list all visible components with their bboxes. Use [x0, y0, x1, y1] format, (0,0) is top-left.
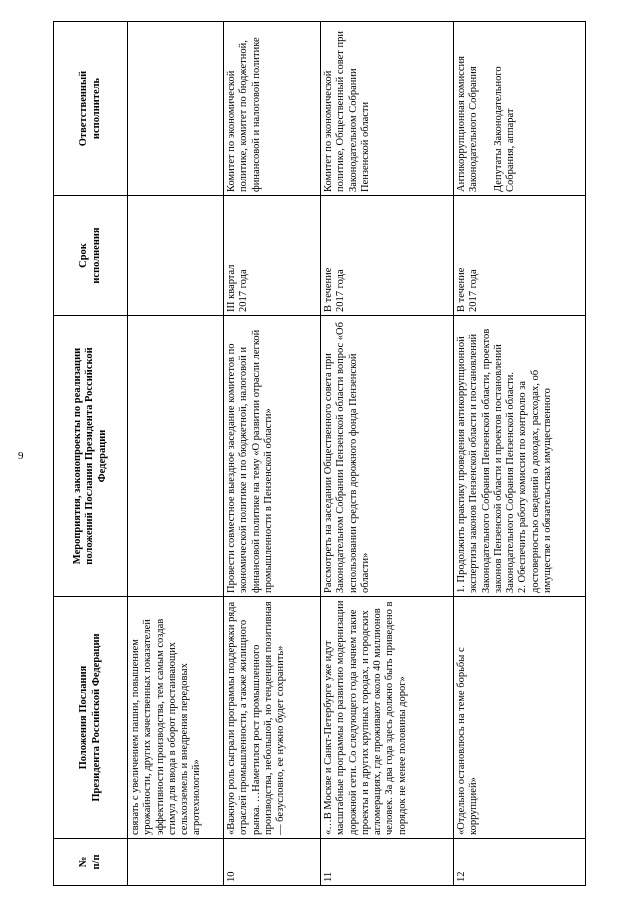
cell-term: [128, 196, 224, 316]
cell-measures: Провести совместное выездное заседание комитетов по экономической политике и по бюджетной, налоговой и финансовой политике на тему «О развитии отрасли легкой промышленности в Пензенской области»: [224, 316, 321, 597]
cell-executor: Антикоррупционная комиссия Законодательного Собрания Депутаты Законодательного Собрания, аппарат: [454, 22, 586, 196]
cell-measures: [128, 316, 224, 597]
cell-term: В течение 2017 года: [454, 196, 586, 316]
header-num: № п/п: [54, 839, 128, 886]
table-row: [224, 22, 321, 886]
cell-provisions: связать с увеличением пашни, повышением урожайности, других качественных показателей эффективности производства, тем самым создав стимул для ввода в оборот простаивающих сельхозземель и внедрения передовых агротехнологий»: [128, 597, 224, 839]
cell-provisions: «Важную роль сыграли программы поддержки ряда отраслей промышленности, а также жилищного рынка. …Наметился рост промышленного производства, небольшой, но тенденция позитивная — безусловно, ее нужно будет сохранить»: [224, 597, 321, 839]
cell-num: 12: [454, 839, 586, 886]
cell-executor: Комитет по экономической политике, комитет по бюджетной, финансовой и налоговой политике: [224, 22, 321, 196]
header-measures: Мероприятия, законопроекты по реализации положений Послания Президента Российской Федерации: [54, 316, 128, 597]
table-row: [128, 22, 224, 886]
cell-measures: 1. Продолжить практику проведения антикоррупционной экспертизы законов Пензенской области и постановлений Законодательного Собрания Пензенской области, проектов законов Пензенской области и проектов постановлений Законодательного Собрания Пензенской области. 2. Обеспечить работу комиссии по контролю за достоверностью сведений о доходах, расходах, об имуществе и обязательствах имущественного: [454, 316, 586, 597]
cell-provisions: «Отдельно остановлюсь на теме борьбы с коррупцией»: [454, 597, 586, 839]
table-header-row: [54, 22, 128, 886]
table-row: [454, 22, 586, 886]
header-term: Срок исполнения: [54, 196, 128, 316]
cell-term: В течение 2017 года: [321, 196, 454, 316]
cell-num: [128, 839, 224, 886]
plan-table: [53, 21, 586, 886]
cell-num: 11: [321, 839, 454, 886]
page-number: 9: [18, 450, 24, 462]
cell-measures: Рассмотреть на заседании Общественного совета при Законодательном Собрании Пензенской области вопрос «Об использовании средств дорожного фонда Пензенской области»: [321, 316, 454, 597]
header-executor: Ответственный исполнитель: [54, 22, 128, 196]
table-row: [321, 22, 454, 886]
cell-executor: [128, 22, 224, 196]
cell-provisions: «…В Москве и Санкт-Петербурге уже идут масштабные программы по развитию модернизации дорожной сети. Со следующего года начнем такие проекты и в других крупных городах, и городских агломерациях, где проживают около 40 миллионов человек. За два года здесь должно быть приведено в порядок не менее половины дорог»: [321, 597, 454, 839]
cell-executor: Комитет по экономической политике, Общественный совет при Законодательном Собрании Пензенской области: [321, 22, 454, 196]
cell-num: 10: [224, 839, 321, 886]
cell-term: III квартал 2017 года: [224, 196, 321, 316]
header-provisions: Положения Послания Президента Российской Федерации: [54, 597, 128, 839]
